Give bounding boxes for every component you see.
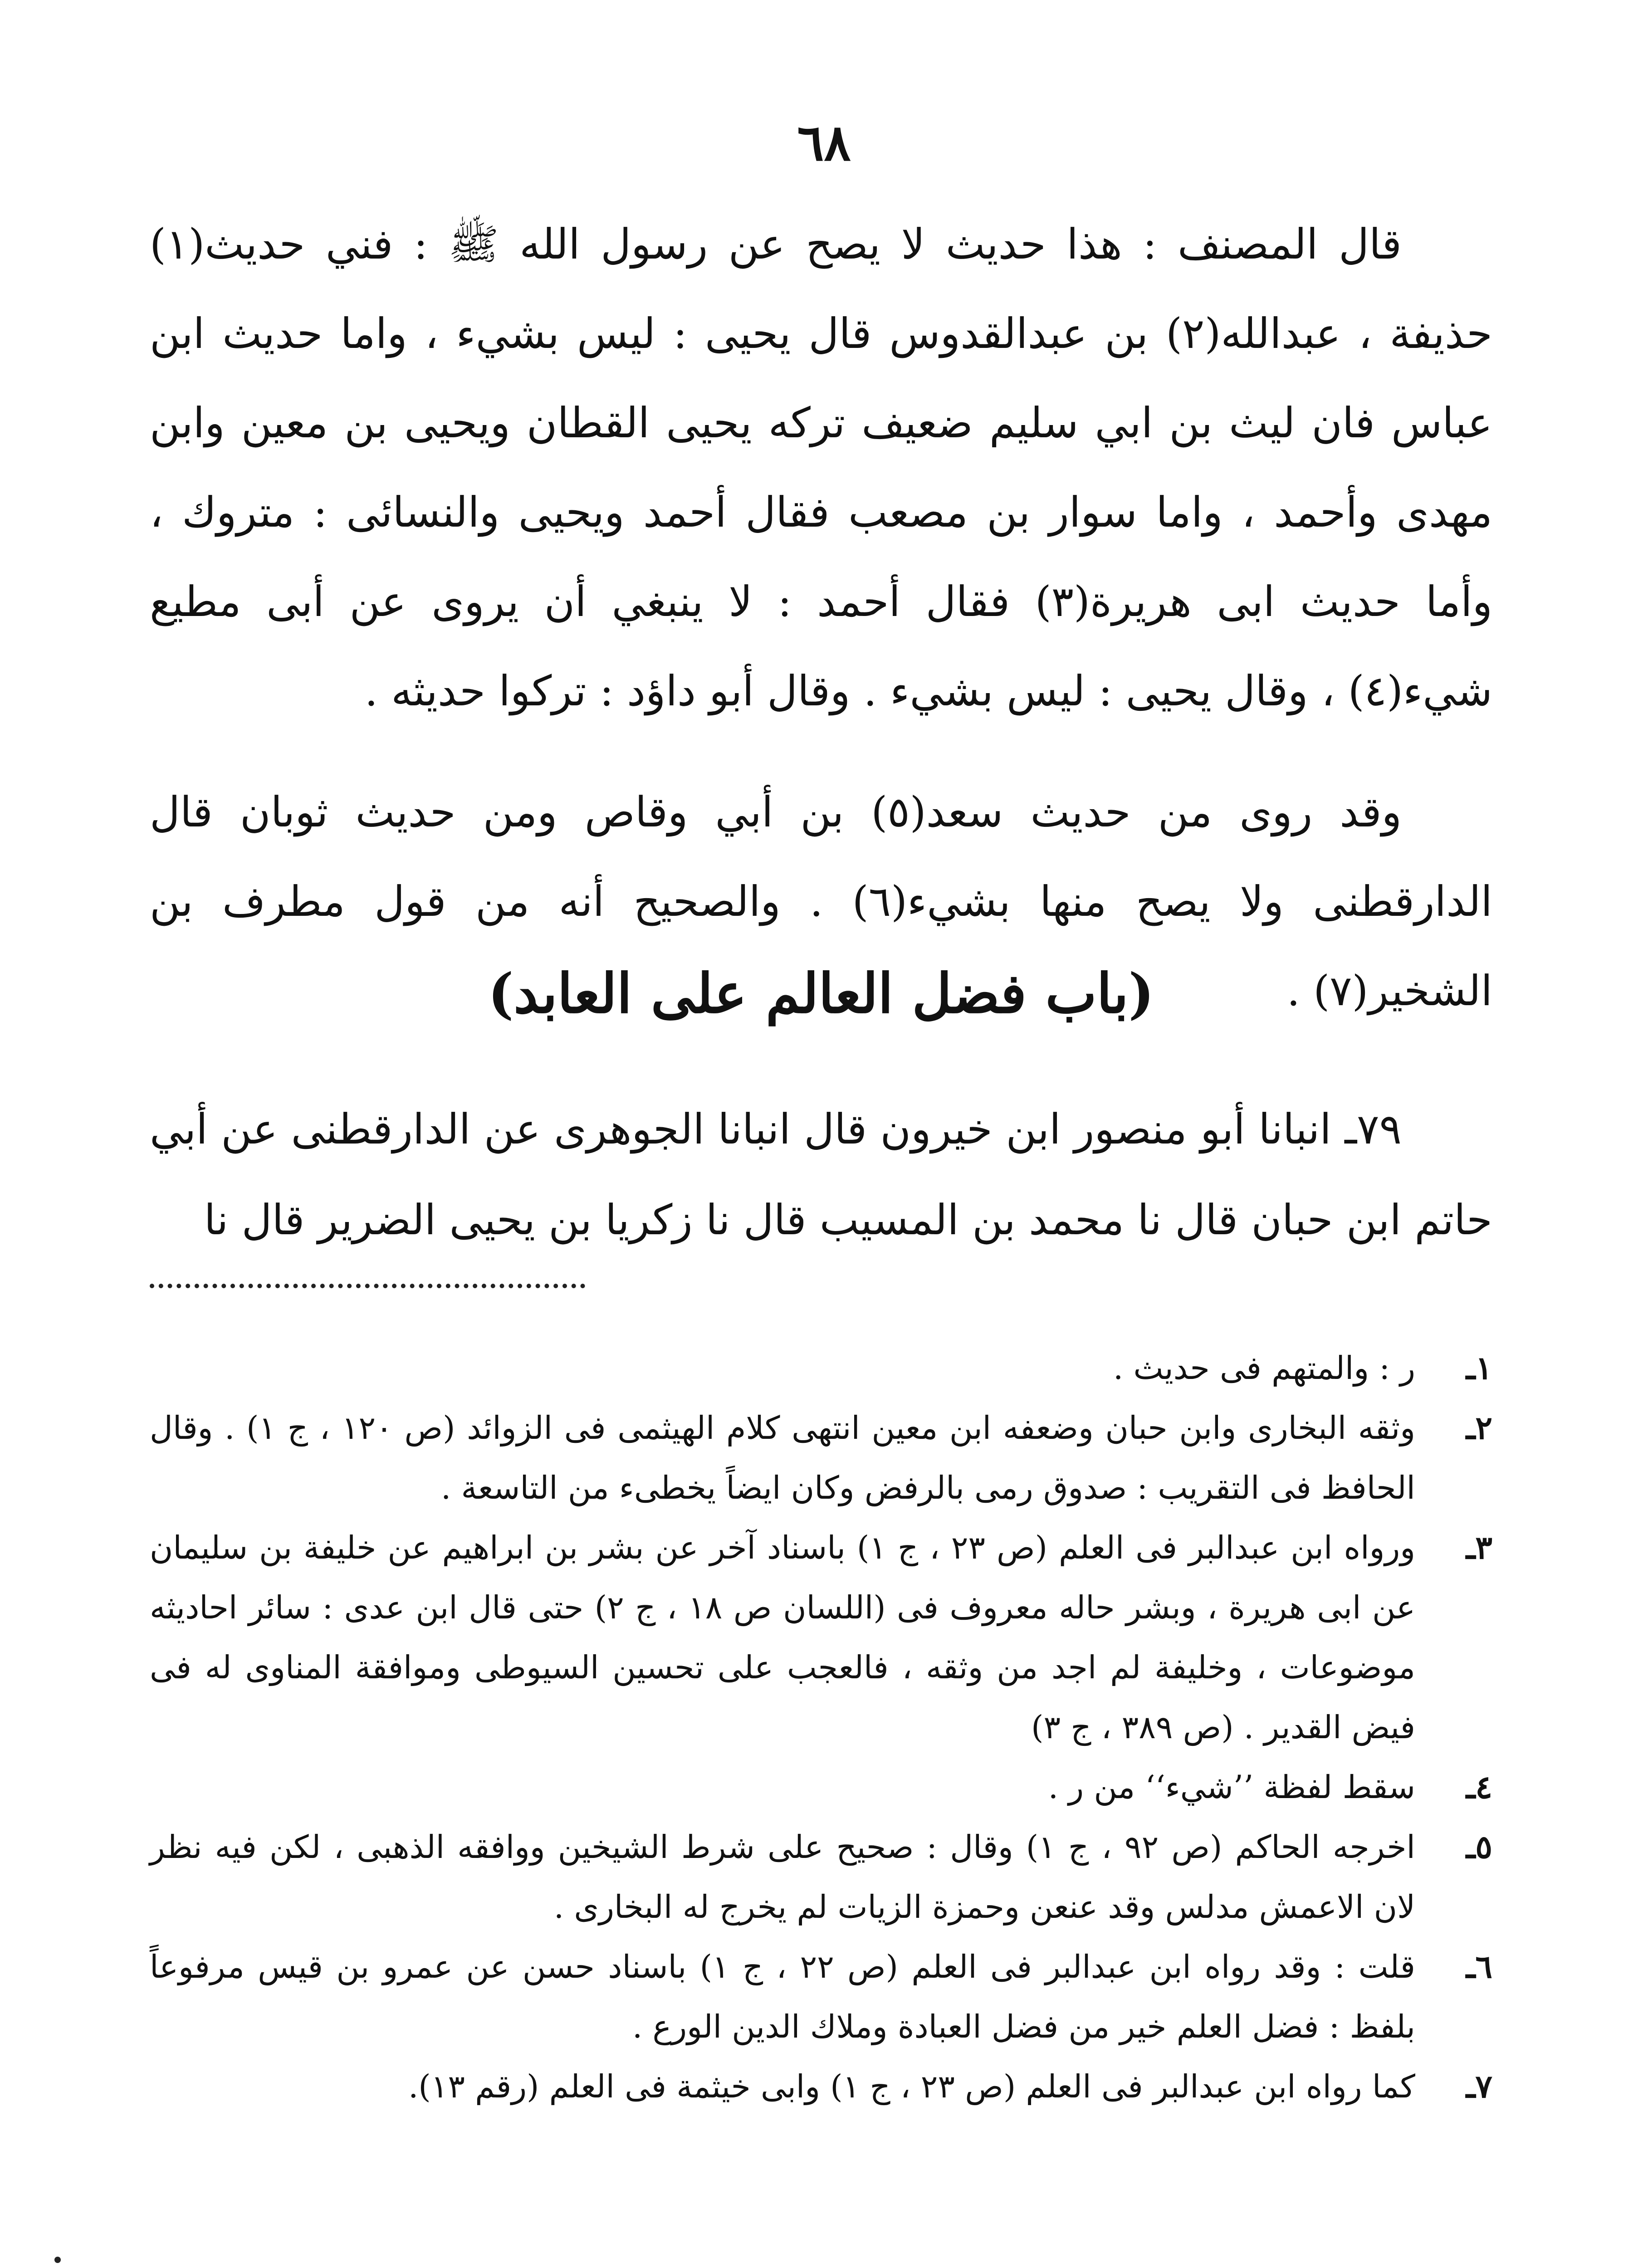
- footnote: [150, 2057, 1492, 2116]
- footnote-number: ٤ـ: [1466, 1768, 1492, 1806]
- footnote-separator: [150, 1284, 585, 1288]
- footnote: [150, 1757, 1492, 1817]
- footnote-number: ١ـ: [1466, 1349, 1492, 1387]
- footnote-text: اخرجه الحاكم (ص ٩٢ ، ج ١) وقال : صحيح على شرط الشيخين ووافقه الذهبى ، لكن فيه نظر لان الاعمش مدلس وقد عنعن وحمزة الزيات لم يخرج له البخارى .: [150, 1828, 1415, 1926]
- footnote: [150, 1398, 1492, 1518]
- footnote-text: قلت : وقد رواه ابن عبدالبر فى العلم (ص ٢٢ ، ج ١) باسناد حسن عن عمرو بن قيس مرفوعاً بلفظ : فضل العلم خير من فضل العبادة وملاك الدين الورع .: [150, 1948, 1415, 2045]
- page-number: ٦٨: [797, 113, 851, 172]
- footnote-number: ٦ـ: [1466, 1948, 1492, 1985]
- footnote: [150, 1937, 1492, 2057]
- paragraph-1: قال المصنف : هذا حديث لا يصح عن رسول الله ﷺ : فني حديث(١) حذيفة ، عبدالله(٢) بن عبدالقدوس قال يحيى : ليس بشيء ، واما حديث ابن عباس فان ليث بن ابي سليم ضعيف تركه يحيى القطان ويحيى بن معين وابن مهدى وأحمد ، واما سوار بن مصعب فقال أحمد ويحيى والنسائى : متروك ، وأما حديث ابى هريرة(٣) فقال أحمد : لا ينبغي أن يروى عن أبى مطيع شيء(٤) ، وقال يحيى : ليس بشيء . وقال أبو داؤد : تركوا حديثه .: [150, 220, 1492, 715]
- footnote-text: كما رواه ابن عبدالبر فى العلم (ص ٢٣ ، ج ١) وابى خيثمة فى العلم (رقم ١٣).: [408, 2068, 1415, 2105]
- footnote-text: سقط لفظة ’’شيء‘‘ من ر .: [1048, 1769, 1415, 1806]
- scan-speck: [54, 2257, 61, 2263]
- footnotes-list: [150, 1338, 1492, 2116]
- footnote: [150, 1817, 1492, 1937]
- footnote: [150, 1518, 1492, 1757]
- footnote-number: ٢ـ: [1466, 1409, 1492, 1447]
- footnote: [150, 1338, 1492, 1398]
- footnote-text: ورواه ابن عبدالبر فى العلم (ص ٢٣ ، ج ١) باسناد آخر عن بشر بن ابراهيم عن خليفة بن سليمان عن ابى هريرة ، وبشر حاله معروف فى (اللسان ص ١٨ ، ج ٢) حتى قال ابن عدى : سائر احاديثه موضوعات ، وخليفة لم اجد من وثقه ، فالعجب على تحسين السيوطى وموافقة المناوى له فى فيض القدير . (ص ٣٨٩ ، ج ٣): [150, 1529, 1416, 1746]
- footnote-number: ٥ـ: [1466, 1828, 1492, 1866]
- footnote-number: ٣ـ: [1466, 1529, 1492, 1566]
- footnote-number: ٧ـ: [1466, 2068, 1492, 2105]
- footnote-text: ر : والمتهم فى حديث .: [1113, 1349, 1415, 1387]
- footnote-text: وثقه البخارى وابن حبان وضعفه ابن معين انتهى كلام الهيثمى فى الزوائد (ص ١٢٠ ، ج ١) . وقال الحافظ فى التقريب : صدوق رمى بالرفض وكان ايضاً يخطىء من التاسعة .: [150, 1409, 1416, 1506]
- main-text: [150, 200, 1492, 1036]
- hadith-79: ٧٩ـ انبانا أبو منصور ابن خيرون قال انبانا الجوهرى عن الدارقطنى عن أبي حاتم ابن حبان قال نا محمد بن المسيب قال نا زكريا بن يحيى الضرير قال نا: [150, 1105, 1492, 1244]
- section-heading: (باب فضل العالم على العابد): [488, 962, 1154, 1026]
- paragraph-2: وقد روى من حديث سعد(٥) بن أبي وقاص ومن حديث ثوبان قال الدارقطنى ولا يصح منها بشيء(٦) . والصحيح أنه من قول مطرف بن الشخير(٧) .: [150, 788, 1492, 1015]
